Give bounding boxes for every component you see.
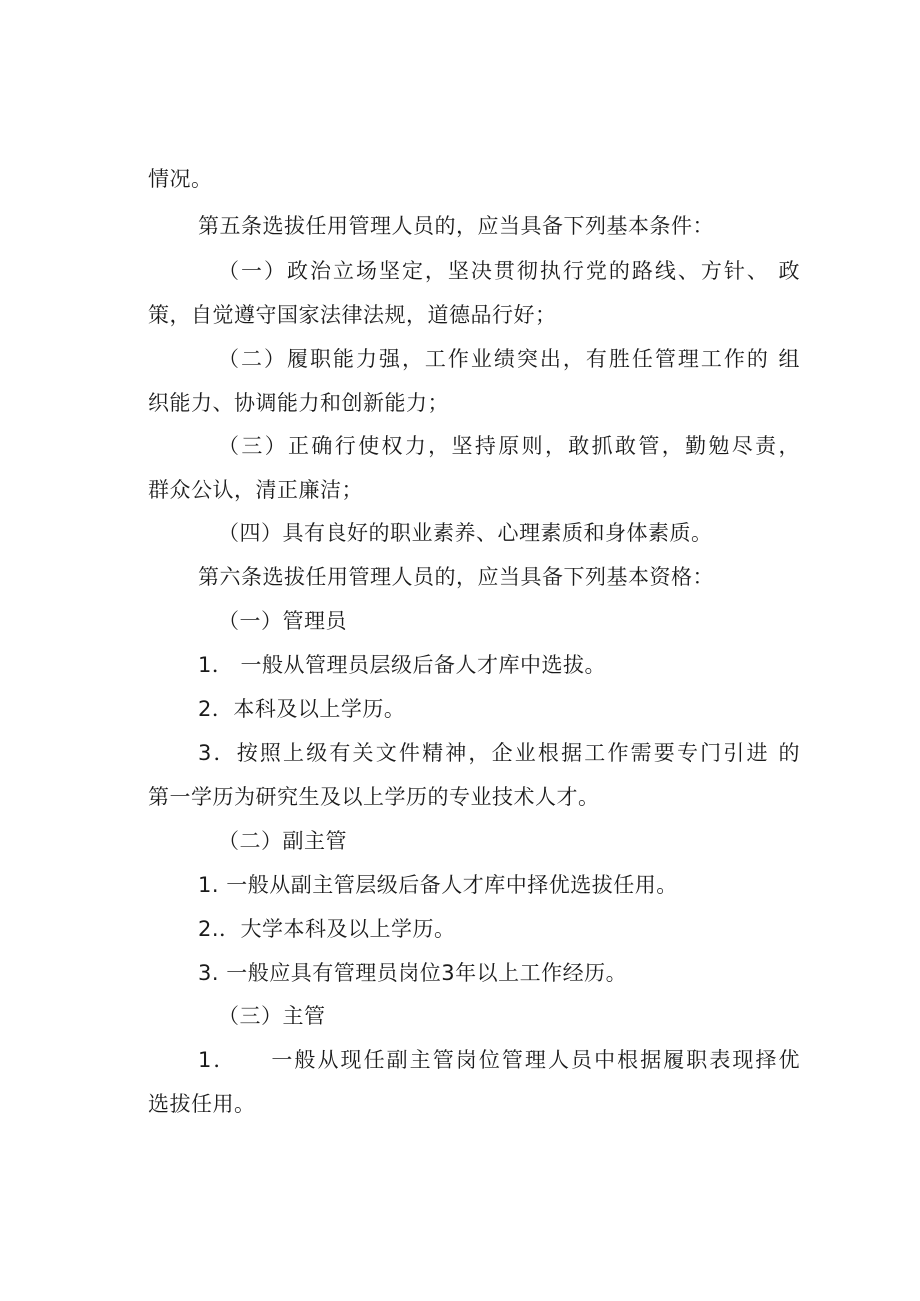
paragraph-line: （三）正确行使权力，坚持原则，敢抓敢管，勤勉尽责， [218, 434, 800, 458]
list-item: 2．本科及以上学历。 [198, 697, 406, 721]
paragraph-line: （四）具有良好的职业素养、心理素质和身体素质。 [218, 521, 713, 545]
paragraph-line: 情况。 [148, 167, 213, 191]
article-6-heading: 第六条选拔任用管理人员的，应当具备下列基本资格： [198, 565, 714, 589]
paragraph-line: 第一学历为研究生及以上学历的专业技术人才。 [148, 785, 600, 809]
paragraph-line: 策，自觉遵守国家法律法规，道德品行好； [148, 303, 557, 327]
article-5-heading: 第五条选拔任用管理人员的，应当具备下列基本条件： [198, 214, 714, 238]
paragraph-line: 织能力、协调能力和创新能力； [148, 391, 449, 415]
list-item: 3. 一般应具有管理员岗位3年以上工作经历。 [198, 961, 628, 985]
list-item: 1. 一般从副主管层级后备人才库中择优选拔任用。 [198, 873, 678, 897]
section-heading: （三）主管 [218, 1004, 326, 1028]
list-item: 3．按照上级有关文件精神，企业根据工作需要专门引进 的 [198, 741, 800, 765]
list-item: 1． 一般从现任副主管岗位管理人员中根据履职表现择优 [198, 1048, 800, 1072]
paragraph-line: 群众公认，清正廉洁； [148, 478, 363, 502]
list-item: 2.．大学本科及以上学历。 [198, 917, 456, 941]
paragraph-line: 选拔任用。 [148, 1092, 256, 1116]
section-heading: （一）管理员 [218, 609, 347, 633]
list-item: 1． 一般从管理员层级后备人才库中选拔。 [198, 653, 607, 677]
section-heading: （二）副主管 [218, 829, 347, 853]
paragraph-line: （二）履职能力强，工作业绩突出，有胜任管理工作的 组 [218, 347, 800, 371]
paragraph-line: （一）政治立场坚定，坚决贯彻执行党的路线、方针、 政 [218, 259, 800, 283]
